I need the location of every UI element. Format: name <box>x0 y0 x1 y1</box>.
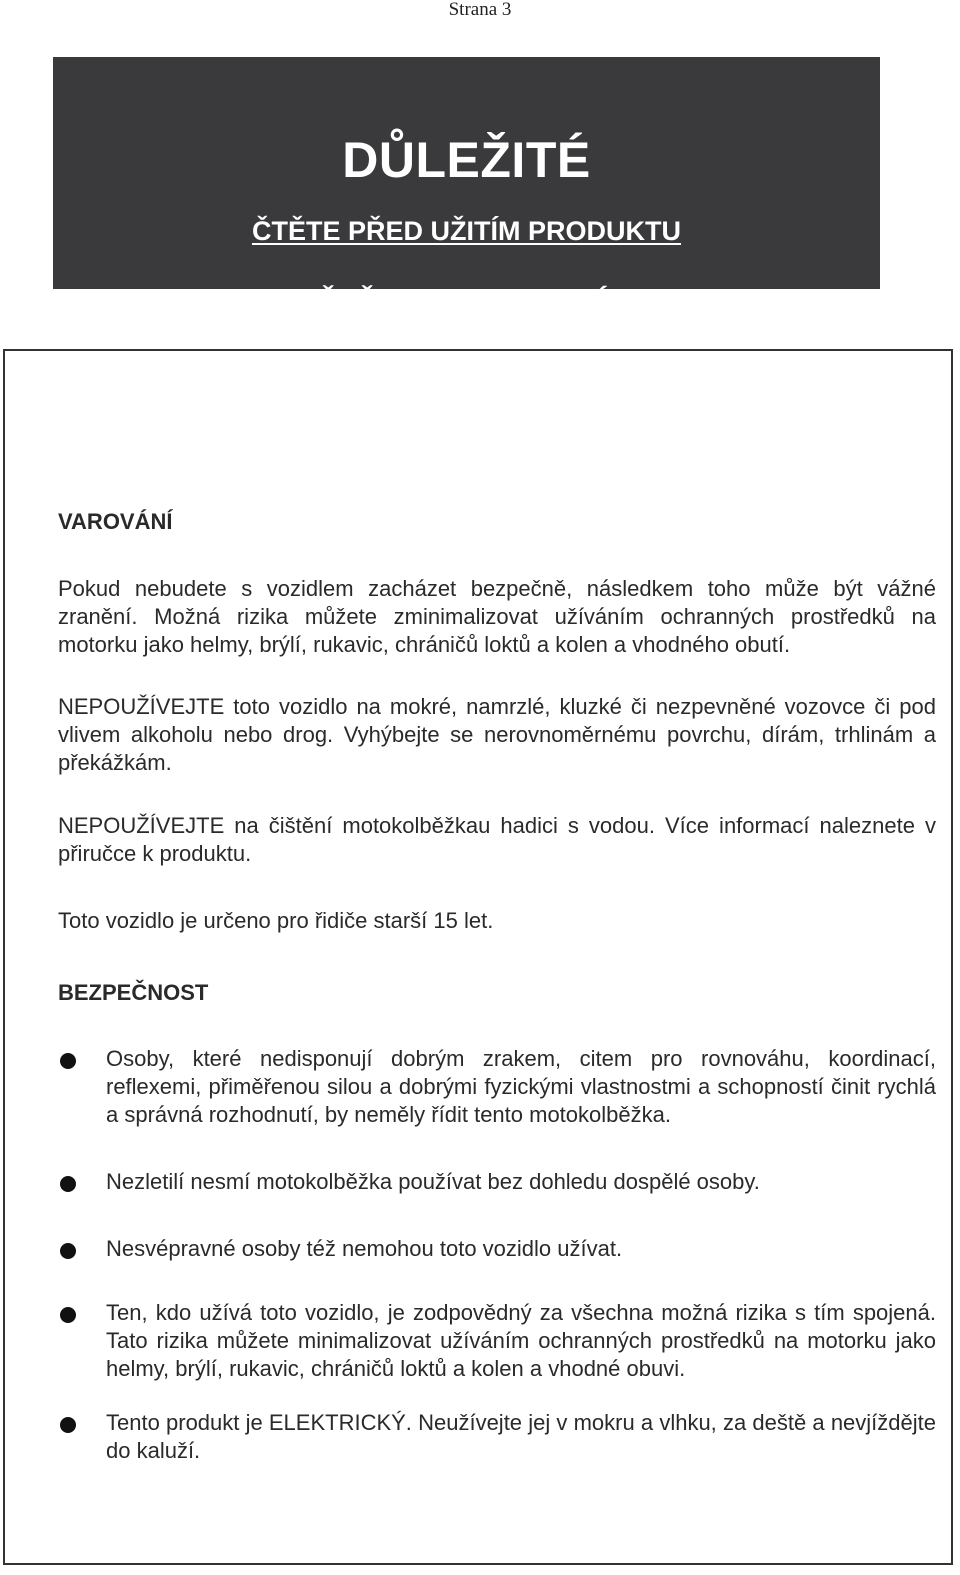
safety-list-item: Nezletilí nesmí motokolběžka používat bez dohledu dospělé osoby. <box>106 1169 760 1194</box>
warning-paragraph: Toto vozidlo je určeno pro řidiče starší 15 let. <box>58 908 494 933</box>
banner-title: DŮLEŽITÉ <box>342 132 591 188</box>
warning-heading: VAROVÁNÍ <box>58 509 173 534</box>
banner-subtitle-read-first: ČTĚTE JAKO PRVNÍ! <box>316 286 617 319</box>
safety-list-item: Ten, kdo užívá toto vozidlo, je zodpovědný za všechna možná rizika s tím spojená. Tato rizika můžete minimalizovat užíváním ochranných prostředků na motorku jako helmy, brýlí, rukavic, chráničů loktů a kolen a vhodné obuvi. <box>106 1300 936 1381</box>
bullet-icon <box>60 1176 76 1192</box>
safety-list-item: Nesvépravné osoby též nemohou toto vozidlo užívat. <box>106 1236 623 1261</box>
bullet-icon <box>60 1243 76 1259</box>
page-number: Strana 3 <box>448 0 512 20</box>
bullet-icon <box>60 1053 76 1069</box>
safety-list-item: Osoby, které nedisponují dobrým zrakem, citem pro rovnováhu, koordinací, reflexemi, přiměřenou silou a dobrými fyzickými vlastnostmi a schopností činit rychlá a správná rozhodnutí, by neměly řídit tento motokolběžka. <box>106 1046 936 1127</box>
warning-paragraph: NEPOUŽÍVEJTE na čištění motokolběžkau hadici s vodou. Více informací naleznete v přiručce k produktu. <box>58 813 936 866</box>
safety-list-item: Tento produkt je ELEKTRICKÝ. Neužívejte jej v mokru a vlhku, za deště a nevjíždějte do kaluží. <box>106 1410 936 1463</box>
bullet-icon <box>60 1417 76 1433</box>
bullet-icon <box>60 1307 76 1323</box>
banner-subtitle-read-before-use: ČTĚTE PŘED UŽITÍM PRODUKTU <box>252 216 681 246</box>
safety-heading: BEZPEČNOST <box>58 980 209 1005</box>
important-banner <box>53 57 880 319</box>
warning-paragraph: Pokud nebudete s vozidlem zacházet bezpečně, následkem toho může být vážné zranění. Možná rizika můžete zminimalizovat užíváním ochranných prostředků na motorku jako helmy, brýlí, rukavic, chráničů loktů a kolen a vhodného obutí. <box>58 576 936 657</box>
warning-paragraph: NEPOUŽÍVEJTE toto vozidlo na mokré, namrzlé, kluzké či nezpevněné vozovce či pod vlivem alkoholu nebo drog. Vyhýbejte se nerovnoměrnému povrchu, dírám, trhlinám a překážkám. <box>58 694 936 775</box>
